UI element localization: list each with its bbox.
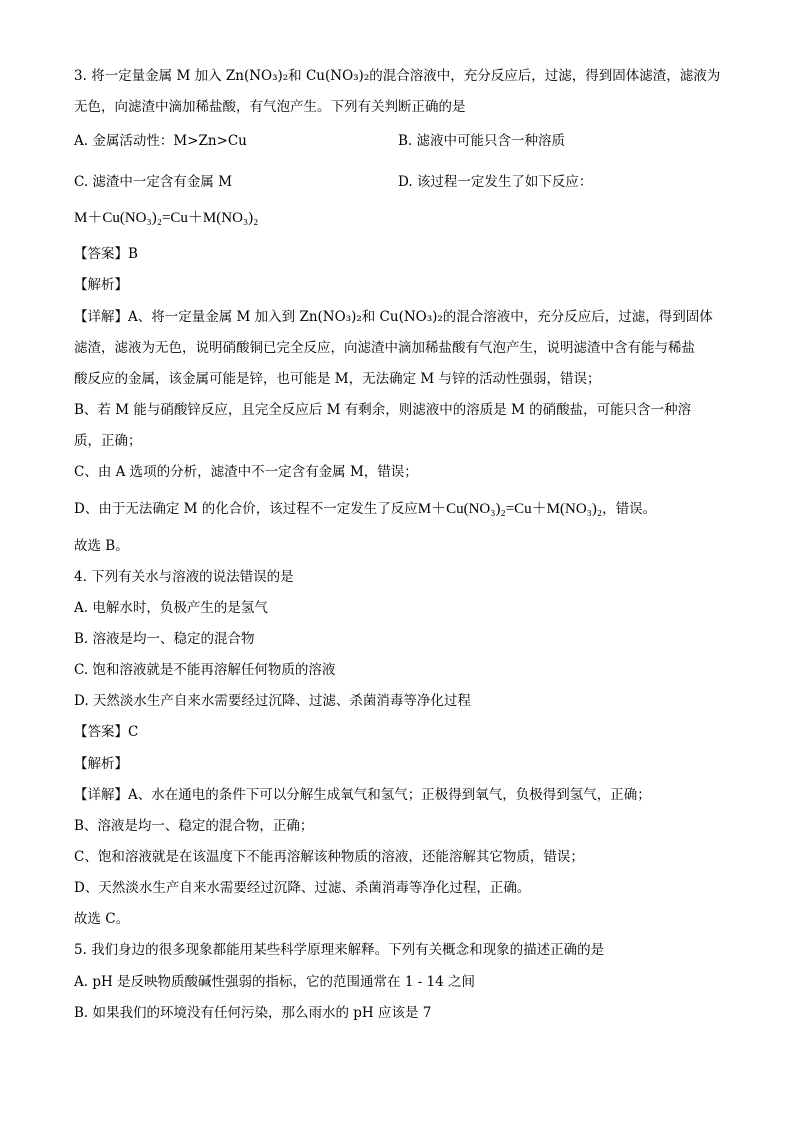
q4-option-c: C. 饱和溶液就是不能再溶解任何物质的溶液 — [74, 662, 336, 678]
q4-detail-line2: B、溶液是均一、稳定的混合物，正确； — [74, 818, 314, 834]
q4-analysis-label: 【解析】 — [74, 756, 128, 772]
q3-detail-line4: B、若 M 能与硝酸锌反应，且完全反应后 M 有剩余，则滤液中的溶质是 M 的硝酸盐，可能只含一种溶 — [74, 402, 692, 418]
q3-option-c: C. 滤渣中一定含有金属 M — [74, 174, 233, 190]
q3-detail-line1: 【详解】A、将一定量金属 M 加入到 Zn(NO₃)₂和 Cu(NO₃)₂的混合溶液中，充分反应后，过滤，得到固体 — [74, 309, 713, 325]
q3-detail-line5: 质，正确； — [74, 433, 142, 449]
q4-option-b: B. 溶液是均一、稳定的混合物 — [74, 631, 255, 647]
q4-stem: 4. 下列有关水与溶液的说法错误的是 — [74, 569, 294, 585]
q4-option-a: A. 电解水时，负极产生的是氢气 — [74, 600, 268, 616]
q3-detail-line7 — [74, 499, 656, 519]
q3-stem-line2: 无色，向滤渣中滴加稀盐酸，有气泡产生。下列有关判断正确的是 — [74, 99, 466, 115]
q3-detail-line2: 滤渣，滤液为无色，说明硝酸铜已完全反应，向滤渣中滴加稀盐酸有气泡产生，说明滤渣中含有能与稀盐 — [74, 340, 695, 356]
q3-option-b: B. 滤液中可能只含一种溶质 — [398, 133, 566, 149]
q4-option-d: D. 天然淡水生产自来水需要经过沉降、过滤、杀菌消毒等净化过程 — [74, 693, 471, 709]
q5-option-b: B. 如果我们的环境没有任何污染，那么雨水的 pH 应该是 7 — [74, 1005, 432, 1021]
q4-detail-line4: D、天然淡水生产自来水需要经过沉降、过滤、杀菌消毒等净化过程，正确。 — [74, 880, 531, 896]
q3-detail-line7-text: D、由于无法确定 M 的化合价，该过程不一定发生了反应 — [74, 501, 418, 517]
q3-detail-line3: 酸反应的金属，该金属可能是锌，也可能是 M，无法确定 M 与锌的活动性强弱，错误； — [74, 371, 601, 387]
q4-detail-line1: 【详解】A、水在通电的条件下可以分解生成氧气和氢气；正极得到氧气，负极得到氢气，正确； — [74, 787, 651, 803]
q5-stem: 5. 我们身边的很多现象都能用某些科学原理来解释。下列有关概念和现象的描述正确的是 — [74, 942, 605, 958]
q4-conclusion: 故选 C。 — [74, 911, 130, 927]
q3-equation: M＋Cu(NO₃)₂=Cu＋M(NO₃)₂ — [74, 210, 259, 226]
q3-answer: 【答案】B — [74, 246, 138, 262]
q3-option-a: A. 金属活动性：M>Zn>Cu — [74, 133, 247, 149]
q4-detail-line3: C、饱和溶液就是在该温度下不能再溶解该种物质的溶液，还能溶解其它物质，错误； — [74, 849, 584, 865]
q3-option-d: D. 该过程一定发生了如下反应： — [398, 174, 593, 190]
q3-analysis-label: 【解析】 — [74, 277, 128, 293]
q3-detail-line7-equation: M＋Cu(NO₃)₂=Cu＋M(NO₃)₂ — [417, 501, 603, 517]
q5-option-a: A. pH 是反映物质酸碱性强弱的指标，它的范围通常在 1 - 14 之间 — [74, 974, 476, 990]
q4-answer: 【答案】C — [74, 724, 139, 740]
q3-detail-line6: C、由 A 选项的分析，滤渣中不一定含有金属 M，错误； — [74, 464, 418, 480]
q3-stem-line1: 3. 将一定量金属 M 加入 Zn(NO₃)₂和 Cu(NO₃)₂的混合溶液中，充分反应后，过滤，得到固体滤渣，滤液为 — [74, 68, 721, 84]
q3-conclusion: 故选 B。 — [74, 538, 129, 554]
q3-detail-line7-end: ，错误。 — [602, 501, 657, 517]
